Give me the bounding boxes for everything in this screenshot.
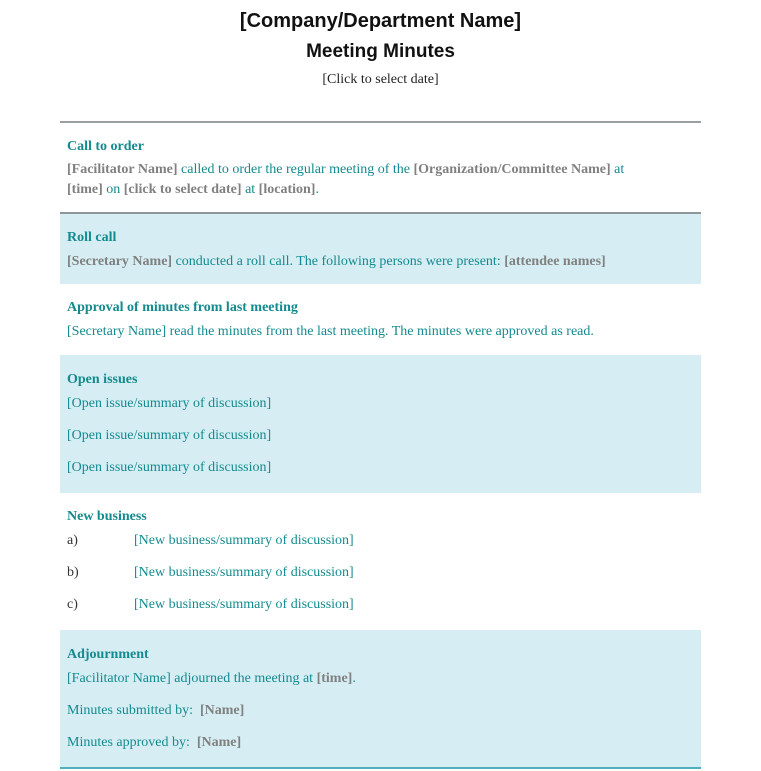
submitted-name-placeholder[interactable]: [Name]	[200, 703, 245, 718]
call-to-order-text-2: at	[610, 162, 625, 177]
adjournment-text-2: .	[352, 671, 356, 686]
minutes-submitted-line[interactable]	[67, 703, 244, 719]
organization-placeholder[interactable]: [Organization/Committee Name]	[413, 162, 611, 177]
minutes-approved-label: Minutes approved by:	[67, 735, 197, 750]
call-to-order-text-5: .	[315, 182, 319, 197]
adjournment-text-1: [Facilitator Name] adjourned the meeting at	[67, 671, 317, 686]
bottom-divider	[60, 767, 701, 769]
call-to-order-line-1[interactable]	[67, 162, 624, 178]
new-business-letter: a)	[67, 533, 78, 548]
top-divider	[60, 121, 701, 123]
adjournment-heading[interactable]: Adjournment	[67, 647, 149, 662]
call-to-order-heading[interactable]: Call to order	[67, 139, 144, 154]
adjournment-line[interactable]	[67, 671, 356, 687]
adjournment-time-placeholder[interactable]: [time]	[316, 671, 353, 686]
document-title[interactable]: Meeting Minutes	[306, 41, 455, 62]
new-business-letter: c)	[67, 597, 78, 612]
time-placeholder[interactable]: [time]	[67, 182, 103, 197]
open-issue-item[interactable]: [Open issue/summary of discussion]	[67, 396, 272, 411]
open-issue-item[interactable]: [Open issue/summary of discussion]	[67, 460, 272, 475]
approval-heading[interactable]: Approval of minutes from last meeting	[67, 300, 298, 315]
new-business-item[interactable]: [New business/summary of discussion]	[134, 597, 354, 612]
facilitator-placeholder[interactable]: [Facilitator Name]	[67, 162, 178, 177]
attendees-placeholder[interactable]: [attendee names]	[504, 254, 606, 269]
new-business-letter: b)	[67, 565, 79, 580]
open-issues-heading[interactable]: Open issues	[67, 372, 138, 387]
roll-call-heading[interactable]: Roll call	[67, 230, 117, 245]
call-to-order-text-3: on	[102, 182, 124, 197]
roll-call-section	[60, 214, 701, 284]
minutes-approved-line[interactable]	[67, 735, 241, 751]
secretary-placeholder[interactable]: [Secretary Name]	[67, 254, 173, 269]
location-placeholder[interactable]: [location]	[258, 182, 316, 197]
company-name[interactable]: [Company/Department Name]	[239, 10, 522, 32]
call-to-order-text-4: at	[241, 182, 259, 197]
approved-name-placeholder[interactable]: [Name]	[196, 735, 242, 750]
new-business-item[interactable]: [New business/summary of discussion]	[134, 565, 354, 580]
minutes-submitted-label: Minutes submitted by:	[67, 703, 200, 718]
call-to-order-line-2[interactable]	[67, 182, 319, 198]
new-business-heading[interactable]: New business	[67, 509, 147, 524]
open-issue-item[interactable]: [Open issue/summary of discussion]	[67, 428, 272, 443]
approval-text[interactable]: [Secretary Name] read the minutes from the last meeting. The minutes were approved as read.	[67, 324, 594, 339]
date-placeholder[interactable]: [click to select date]	[123, 182, 242, 197]
date-picker[interactable]: [Click to select date]	[322, 72, 439, 87]
roll-call-line[interactable]	[67, 254, 606, 270]
call-to-order-text-1: called to order the regular meeting of the	[177, 162, 414, 177]
new-business-item[interactable]: [New business/summary of discussion]	[134, 533, 354, 548]
roll-call-text: conducted a roll call. The following persons were present:	[172, 254, 505, 269]
